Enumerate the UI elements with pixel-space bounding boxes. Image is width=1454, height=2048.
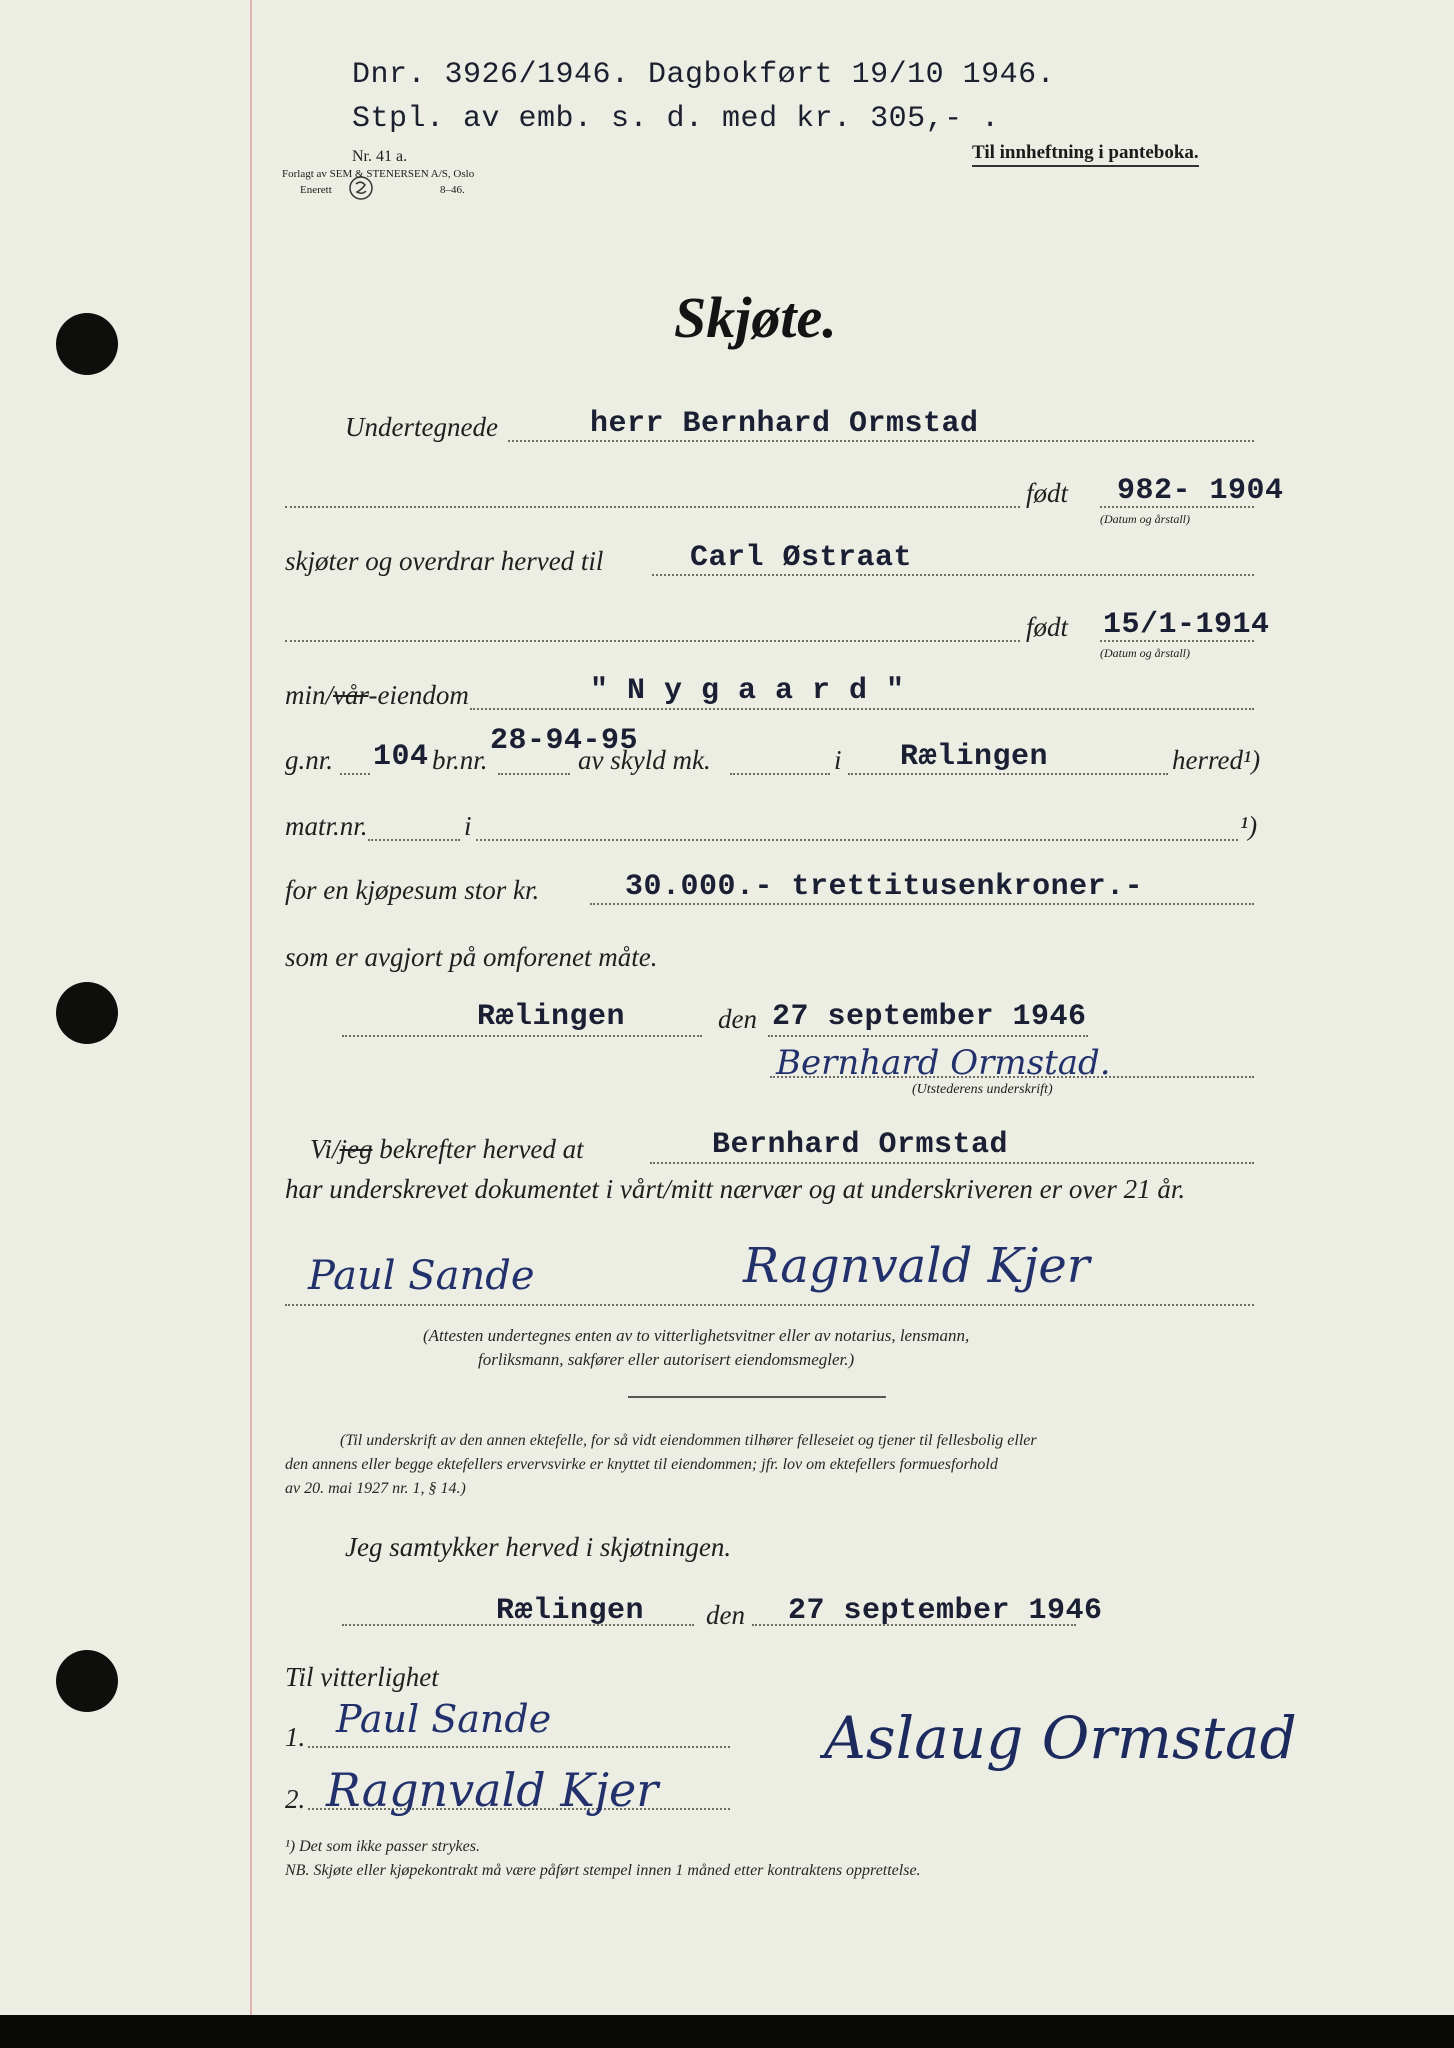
property-name: " N y g a a r d " — [590, 674, 905, 708]
spouse-note-3: av 20. mai 1927 nr. 1, § 14.) — [285, 1480, 466, 1497]
spouse-note-2: den annens eller begge ektefellers ervervsvirke er knyttet til eiendommen; jfr. lov om ektefellers formuesforhold — [285, 1456, 998, 1473]
svg-text:Bernhard Ormstad.: Bernhard Ormstad. — [776, 1043, 1111, 1083]
attest-note-1: (Attesten undertegnes enten av to vitterlighetsvitner eller av notarius, lensmann, — [423, 1326, 970, 1345]
municipality: Rælingen — [900, 740, 1049, 774]
purchase-price: 30.000.- trettitusenkroner.- — [625, 870, 1144, 904]
matr-end: ¹) — [1240, 811, 1258, 841]
fodt-label-2: født — [1026, 612, 1069, 642]
date-1: 27 september 1946 — [772, 1000, 1087, 1034]
witness-row-1-signature — [330, 1650, 660, 1750]
svg-text:Paul Sande: Paul Sande — [308, 1253, 535, 1299]
eiendom-label: min/vår-eiendom — [285, 680, 469, 710]
footnote-1: ¹) Det som ikke passer strykes. — [285, 1838, 480, 1855]
buyer-birthdate: 15/1-1914 — [1103, 608, 1270, 642]
punch-hole-middle — [56, 982, 118, 1044]
publisher-logo — [347, 175, 377, 201]
herred-label: herred¹) — [1172, 745, 1261, 775]
copyright-label: Enerett — [300, 184, 332, 196]
matr-label: matr.nr. — [285, 811, 368, 841]
buyer-line-2 — [285, 640, 1020, 642]
den-label-1: den — [718, 1004, 757, 1034]
spouse-note-1: (Til underskrift av den annen ektefelle, for så vidt eiendommen tilhører felleseiet og tjener til fellesbolig eller — [340, 1432, 1037, 1449]
confirmed-signer: Bernhard Ormstad — [712, 1128, 1009, 1162]
datum-hint-2: (Datum og årstall) — [1100, 646, 1190, 660]
underskrevet-text: har underskrevet dokumentet i vårt/mitt nærvær og at underskriveren er over 21 år. — [285, 1174, 1186, 1204]
punch-hole-top — [56, 313, 118, 375]
attest-note-2: forliksmann, sakfører eller autorisert eiendomsmegler.) — [478, 1350, 855, 1369]
matr-i-line — [476, 839, 1238, 841]
footnote-2: NB. Skjøte eller kjøpekontrakt må være påført stempel innen 1 måned etter kontraktens opprettelse. — [285, 1862, 921, 1879]
document-title: Skjøte. — [674, 285, 837, 350]
issuer-sign-line — [770, 1076, 1254, 1078]
skjoter-label: skjøter og overdrar herved til — [285, 546, 604, 576]
undertegnede-label: Undertegnede — [345, 412, 498, 442]
brnr-line — [498, 773, 570, 775]
gnr-label: g.nr. — [285, 745, 334, 775]
gnr-line — [340, 773, 370, 775]
seller-name: herr Bernhard Ormstad — [590, 407, 979, 441]
spouse-signature — [820, 1640, 1320, 1830]
registry-line: Dnr. 3926/1946. Dagbokført 19/10 1946. — [352, 58, 1056, 92]
section-divider — [628, 1396, 886, 1398]
place-2: Rælingen — [496, 1594, 645, 1628]
issuer-caption: (Utstederens underskrift) — [912, 1082, 1053, 1097]
matr-line — [368, 839, 460, 841]
seller-line-2 — [285, 506, 1020, 508]
avgjort-text: som er avgjort på omforenet måte. — [285, 942, 658, 972]
buyer-birth-line — [1100, 640, 1254, 642]
skyld-line — [730, 773, 830, 775]
witness-sign-line — [285, 1304, 1254, 1306]
witness-signature-1 — [300, 1225, 630, 1315]
seller-birth-line — [1100, 506, 1254, 508]
scan-bottom-edge — [0, 2015, 1454, 2048]
edition-label: 8–46. — [440, 184, 465, 196]
svg-text:Aslaug Ormstad: Aslaug Ormstad — [824, 1704, 1297, 1772]
buyer-name: Carl Østraat — [690, 541, 913, 575]
seller-birthdate: 982- 1904 — [1117, 474, 1284, 508]
i-label: i — [834, 745, 842, 775]
fodt-label-1: født — [1026, 478, 1069, 508]
den-label-2: den — [706, 1600, 745, 1630]
property-line — [470, 708, 1254, 710]
svg-text:Ragnvald Kjer: Ragnvald Kjer — [743, 1238, 1090, 1294]
gnr-value: 104 — [373, 740, 429, 774]
brnr-value: 28-94-95 — [490, 724, 639, 758]
svg-text:Paul Sande: Paul Sande — [336, 1697, 552, 1741]
binding-note: Til innheftning i panteboka. — [972, 142, 1199, 167]
form-number: Nr. 41 a. — [352, 148, 408, 165]
place-line-1 — [342, 1035, 702, 1037]
bekrefter-line — [650, 1162, 1254, 1164]
witness-row-1-label: 1. — [285, 1722, 306, 1752]
date-2: 27 september 1946 — [788, 1594, 1103, 1628]
stamp-line: Stpl. av emb. s. d. med kr. 305,- . — [352, 102, 1000, 136]
vitterlighet-label: Til vitterlighet — [285, 1662, 439, 1692]
bekrefter-label: Vi/jeg bekrefter herved at — [310, 1134, 584, 1164]
skyld-label: av skyld mk. — [578, 745, 711, 775]
samtykker-text: Jeg samtykker herved i skjøtningen. — [345, 1532, 732, 1562]
publisher-line: Forlagt av SEM & STENERSEN A/S, Oslo — [282, 168, 475, 180]
datum-hint-1: (Datum og årstall) — [1100, 512, 1190, 526]
punch-hole-bottom — [56, 1650, 118, 1712]
brnr-label: br.nr. — [432, 745, 488, 775]
margin-rule — [250, 0, 252, 2048]
witness-row-2-label: 2. — [285, 1784, 306, 1814]
svg-text:Ragnvald Kjer: Ragnvald Kjer — [326, 1763, 659, 1817]
place-1: Rælingen — [477, 1000, 626, 1034]
kjopesum-label: for en kjøpesum stor kr. — [285, 875, 540, 905]
matr-i-label: i — [464, 811, 472, 841]
